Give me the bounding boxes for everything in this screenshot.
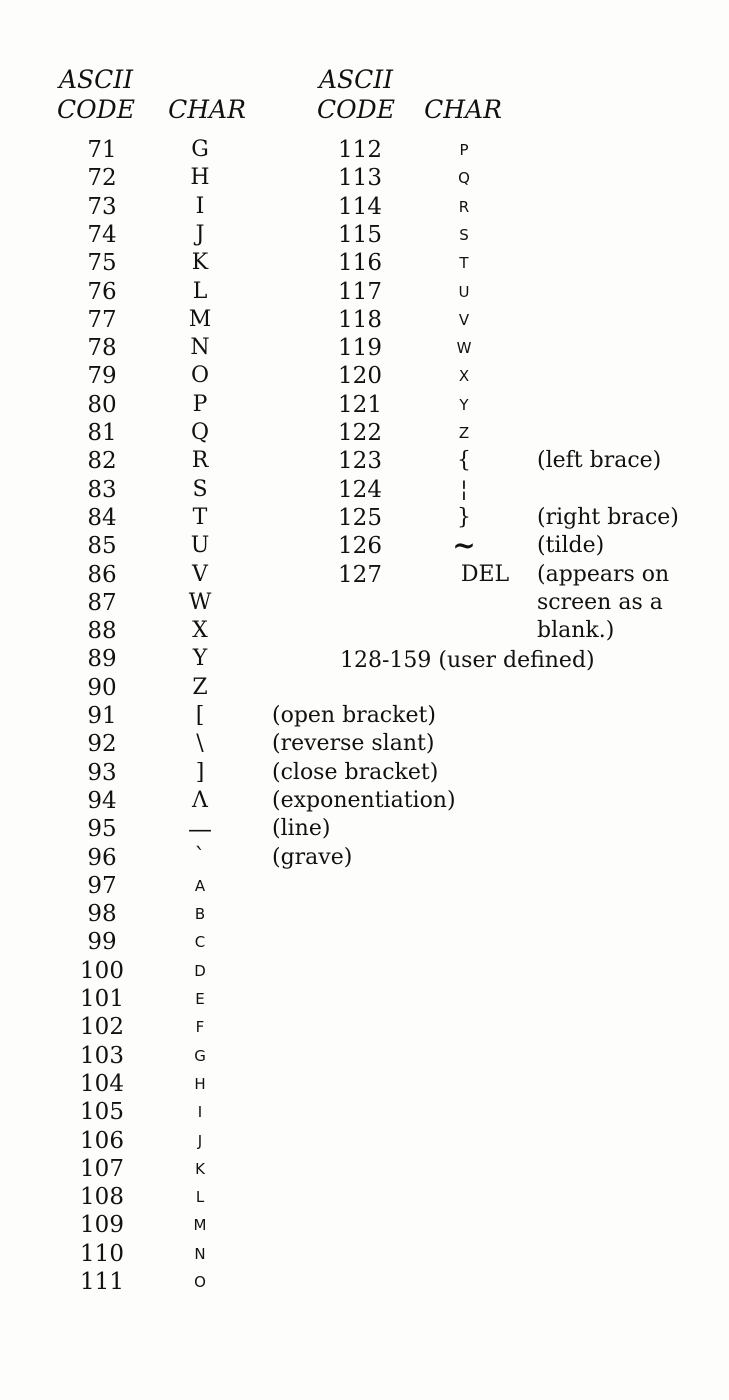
- ascii-code: 79: [87, 363, 117, 390]
- ascii-code: 95: [87, 816, 117, 843]
- char-description: (close bracket): [272, 759, 439, 785]
- ascii-char: Z: [192, 674, 208, 700]
- ascii-code: 107: [80, 1155, 124, 1182]
- ascii-char: {: [457, 448, 471, 474]
- ascii-char: W: [188, 589, 212, 615]
- left-code-header: CODE: [57, 95, 135, 124]
- char-description: (appears on: [537, 561, 670, 587]
- ascii-char: U: [458, 282, 470, 301]
- ascii-char: H: [190, 165, 210, 191]
- ascii-char: `: [194, 844, 206, 870]
- ascii-code: 71: [87, 137, 117, 163]
- left-ascii-header: ASCII: [58, 65, 134, 94]
- ascii-char: —: [188, 815, 212, 844]
- ascii-code: 88: [87, 618, 117, 645]
- ascii-code: 103: [80, 1042, 124, 1069]
- ascii-code: 123: [338, 448, 382, 475]
- ascii-char: G: [191, 137, 209, 162]
- ascii-code: 85: [87, 533, 117, 560]
- ascii-code: 74: [87, 221, 117, 248]
- ascii-code: 106: [80, 1127, 124, 1154]
- ascii-char: P: [192, 391, 208, 417]
- ascii-char: N: [190, 335, 210, 361]
- ascii-code: 90: [87, 674, 117, 701]
- ascii-char: I: [197, 1103, 203, 1122]
- ascii-code: 75: [87, 250, 117, 277]
- ascii-char: [: [195, 703, 205, 728]
- ascii-char: G: [194, 1046, 206, 1065]
- ascii-char: R: [191, 448, 209, 474]
- ascii-char: H: [194, 1074, 206, 1093]
- ascii-code: 86: [87, 561, 117, 588]
- ascii-char: }: [457, 504, 471, 530]
- char-description: (open bracket): [272, 703, 436, 728]
- ascii-code: 89: [87, 646, 117, 673]
- ascii-code: 73: [87, 193, 117, 220]
- ascii-code: 98: [87, 901, 117, 928]
- ascii-code: 116: [338, 250, 382, 277]
- char-description: (tilde): [537, 533, 605, 559]
- ascii-char: M: [188, 306, 212, 332]
- ascii-code: 91: [87, 703, 117, 729]
- ascii-code: 115: [338, 221, 382, 248]
- char-description: (right brace): [537, 504, 679, 530]
- ascii-code: 94: [87, 787, 117, 814]
- ascii-code: 72: [87, 165, 117, 192]
- left-char-header: CHAR: [168, 95, 246, 124]
- ascii-code: 99: [87, 929, 117, 956]
- ascii-char: K: [191, 250, 209, 276]
- char-description: screen as a: [537, 589, 663, 615]
- ascii-code: 111: [80, 1269, 124, 1295]
- ascii-code: 127: [338, 561, 382, 588]
- ascii-char: S: [459, 225, 469, 244]
- ascii-char: E: [195, 990, 205, 1008]
- ascii-char: J: [195, 221, 205, 247]
- ascii-char: T: [192, 504, 208, 530]
- char-description: blank.): [537, 618, 615, 644]
- ascii-code: 122: [338, 420, 382, 446]
- ascii-code: 96: [87, 844, 117, 871]
- ascii-code: 112: [338, 137, 382, 163]
- ascii-char: T: [459, 254, 469, 273]
- ascii-code: 109: [80, 1212, 124, 1239]
- ascii-char: L: [192, 278, 208, 304]
- ascii-code: 125: [338, 504, 382, 531]
- ascii-code: 93: [87, 759, 117, 786]
- ascii-char: Y: [192, 646, 208, 672]
- ascii-char: V: [458, 310, 470, 329]
- ascii-char: \: [196, 731, 204, 757]
- ascii-char: N: [194, 1244, 206, 1263]
- ascii-char: U: [190, 533, 210, 559]
- ascii-char: P: [459, 141, 469, 159]
- ascii-char: D: [194, 961, 206, 980]
- ascii-char: Q: [458, 169, 470, 188]
- ascii-code: 76: [87, 278, 117, 305]
- right-ascii-header: ASCII: [318, 65, 394, 94]
- char-description: (line): [272, 816, 331, 842]
- ascii-char: I: [195, 193, 205, 219]
- char-description: (reverse slant): [272, 731, 435, 757]
- ascii-char: R: [458, 197, 470, 216]
- right-code-header: CODE: [317, 95, 395, 124]
- ascii-char: V: [192, 561, 208, 587]
- ascii-char: K: [195, 1159, 205, 1178]
- ascii-char: L: [195, 1188, 205, 1207]
- ascii-char: W: [456, 339, 472, 358]
- ascii-code: 105: [80, 1099, 124, 1126]
- ascii-code: 84: [87, 504, 117, 531]
- ascii-char: Y: [459, 395, 469, 414]
- ascii-code: 83: [87, 476, 117, 503]
- ascii-code: 101: [80, 986, 124, 1012]
- ascii-char: C: [194, 933, 206, 952]
- ascii-code: 110: [80, 1240, 124, 1267]
- ascii-code: 80: [87, 391, 117, 418]
- ascii-code: 102: [80, 1014, 124, 1041]
- ascii-code: 77: [87, 306, 117, 333]
- ascii-char: DEL: [460, 561, 510, 587]
- ascii-code: 104: [80, 1070, 124, 1097]
- ascii-code: 117: [338, 278, 382, 305]
- ascii-char: B: [194, 905, 206, 924]
- ascii-code: 121: [338, 391, 382, 418]
- ascii-code: 124: [338, 476, 382, 503]
- ascii-char: J: [197, 1131, 203, 1150]
- ascii-code: 126: [338, 533, 382, 560]
- ascii-char: X: [458, 367, 470, 386]
- ascii-char: O: [190, 363, 210, 389]
- ascii-char: ~: [452, 529, 476, 563]
- char-description: (grave): [272, 844, 353, 870]
- char-description: (left brace): [537, 448, 662, 474]
- right-char-header: CHAR: [424, 95, 502, 124]
- ascii-code: 87: [87, 589, 117, 616]
- ascii-code: 118: [338, 306, 382, 333]
- ascii-char: A: [194, 876, 206, 895]
- ascii-char: O: [194, 1273, 206, 1291]
- ascii-char: F: [195, 1018, 205, 1037]
- ascii-code: 120: [338, 363, 382, 390]
- ascii-char: ¦: [460, 476, 468, 502]
- ascii-char: M: [193, 1216, 207, 1235]
- ascii-code: 114: [338, 193, 382, 220]
- user-defined-note: 128-159 (user defined): [340, 648, 595, 673]
- ascii-code: 100: [80, 957, 124, 984]
- ascii-code: 78: [87, 335, 117, 362]
- ascii-code: 108: [80, 1184, 124, 1211]
- ascii-char: ]: [195, 759, 205, 785]
- ascii-code: 82: [87, 448, 117, 475]
- ascii-char: Z: [458, 424, 470, 442]
- ascii-code: 119: [338, 335, 382, 362]
- char-description: (exponentiation): [272, 787, 456, 813]
- ascii-char: Λ: [192, 787, 208, 813]
- ascii-char: S: [192, 476, 208, 502]
- ascii-code: 92: [87, 731, 117, 758]
- ascii-char: X: [192, 618, 208, 644]
- ascii-char: Q: [190, 420, 210, 445]
- ascii-code: 97: [87, 872, 117, 899]
- ascii-code: 81: [87, 420, 117, 446]
- ascii-code: 113: [338, 165, 382, 192]
